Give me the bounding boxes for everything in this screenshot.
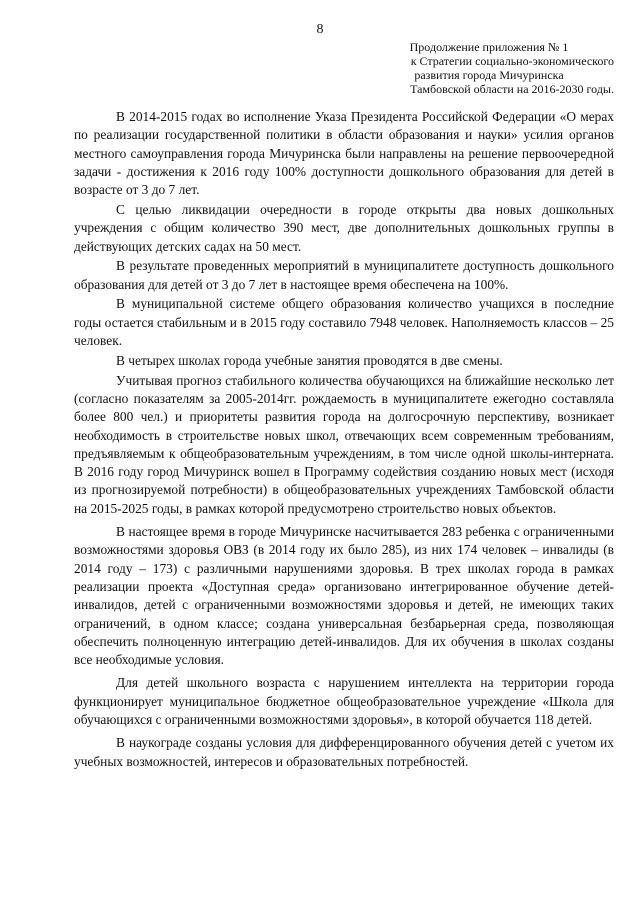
header-line: Продолжение приложения № 1 [409,40,569,54]
paragraph: В муниципальной системе общего образования количество учащихся в последние годы остается стабильным и в 2015 году составило 7948 человек. Наполняемость классов – 25 человек. [74,296,614,349]
header-line: развития города Мичуринска [414,68,564,82]
page-number: 8 [316,22,324,37]
document-body [74,108,614,772]
paragraph: В настоящее время в городе Мичуринске насчитывается 283 ребенка с ограниченными возможностями здоровья ОВЗ (в 2014 году их было 285), из них 174 человек – инвалиды (в 2014 году – 173) с различными нарушениями здоровья. В трех школах города в рамках реализации проекта «Доступная среда» организовано интегрированное обучение детей-инвалидов, детей с ограниченными возможностями здоровья и детей, не имеющих таких ограничений, в одном классе; создана универсальная безбарьерная среда, позволяющая обеспечить полноценную интеграцию детей-инвалидов. Для их обучения в школах созданы все необходимые условия. [74,524,614,668]
paragraph: В 2014-2015 годах во исполнение Указа Президента Российской Федерации «О мерах по реализации государственной политики в области образования и науки» усилия органов местного самоуправления города Мичуринска были направлены на решение первоочередной задачи - достижения к 2016 году 100% доступности дошкольного образования для детей в возрасте от 3 до 7 лет. [74,109,614,198]
paragraph: Учитывая прогноз стабильного количества обучающихся на ближайшие несколько лет (согласно показателям за 2005-2014гг. рождаемость в муниципалитете ежегодно составляла более 800 чел.) и приоритеты развития города на долгосрочную перспективу, возникает необходимость в строительстве новых школ, отвечающих всем современным требованиям, предъявляемым к общеобразовательным учреждениям, в том числе одной школы-интерната. В 2016 году город Мичуринск вошел в Программу содействия созданию новых мест (исходя из прогнозируемой потребности) в общеобразовательных учреждениях Тамбовской области на 2015-2025 годы, в рамках которой предусмотрено строительство новых объектов. [74,372,614,516]
paragraph: В результате проведенных мероприятий в муниципалитете доступность дошкольного образования для детей от 3 до 7 лет в настоящее время обеспечена на 100%. [74,258,614,292]
header-line: Тамбовской области на 2016-2030 годы. [410,82,614,96]
paragraph: В четырех школах города учебные занятия проводятся в две смены. [116,352,503,368]
appendix-header [364,40,614,96]
paragraph: Для детей школьного возраста с нарушением интеллекта на территории города функционирует муниципальное бюджетное общеобразовательное учреждение «Школа для обучающихся с ограниченными возможностями здоровья», в которой обучается 118 детей. [74,675,614,727]
paragraph: В наукограде созданы условия для дифференцированного обучения детей с учетом их учебных возможностей, интересов и образовательных потребностей. [74,735,614,769]
paragraph: С целью ликвидации очередности в городе открыты два новых дошкольных учреждения с общим количество 390 мест, две дополнительных дошкольных группы в действующих детских садах на 50 мест. [74,201,614,254]
header-line: к Стратегии социально-экономического [410,54,614,68]
